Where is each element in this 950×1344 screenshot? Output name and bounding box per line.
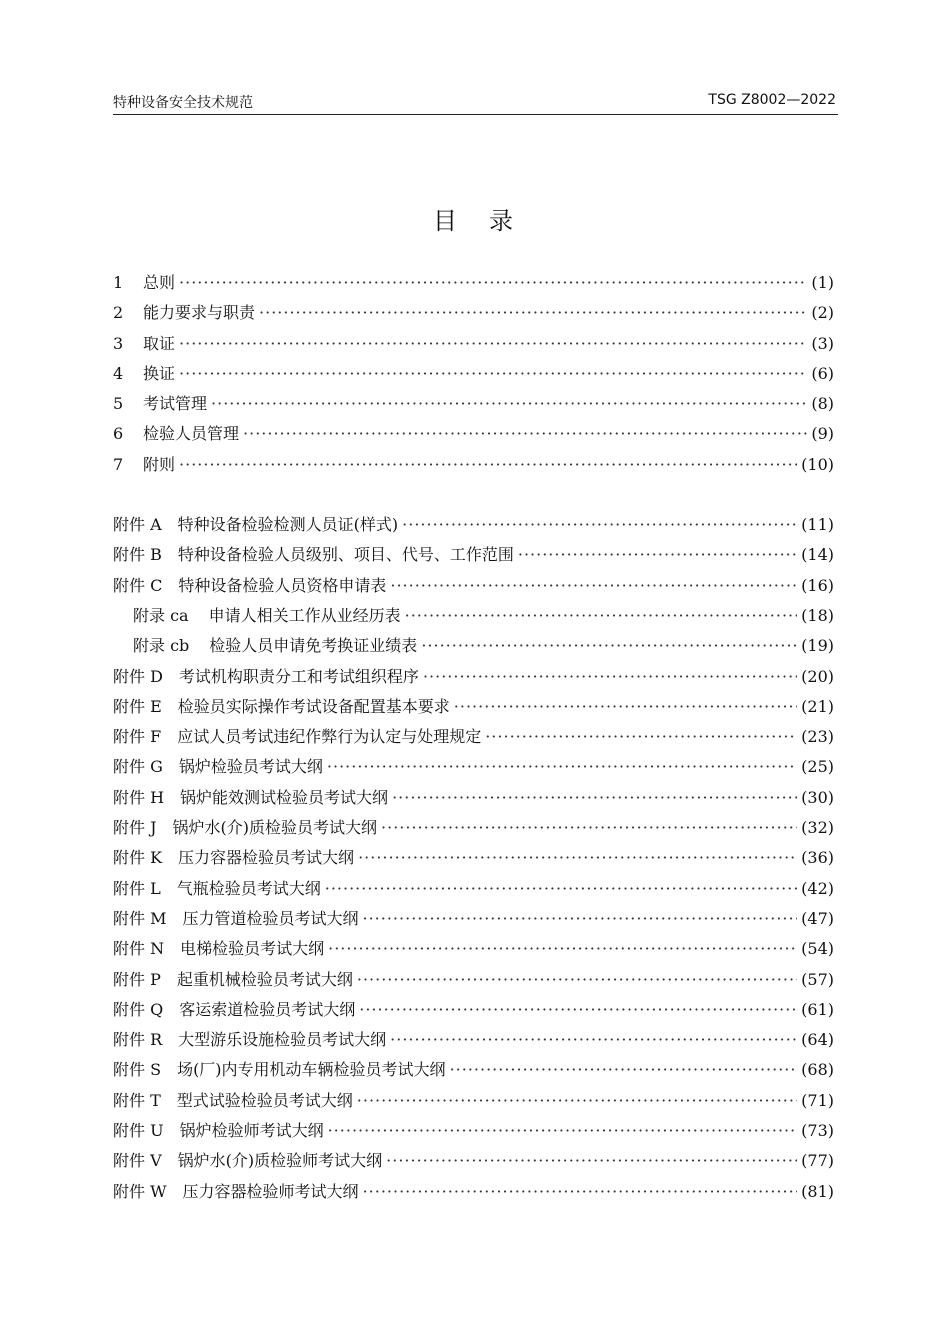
page-title: 目 录 [433,207,517,235]
dot-leader [325,874,797,904]
toc-entry-page: (61) [801,999,834,1019]
toc-entry-number: 附件 S [113,1060,162,1080]
toc-entry-number: 附件 U [113,1121,164,1141]
toc-entry-label: 压力容器检验师考试大纲 [182,1181,359,1201]
toc-entry[interactable] [113,329,834,359]
toc-appendix-entry[interactable] [113,783,834,813]
toc-entry-label: 换证 [143,363,176,383]
toc-entry-label: 考试机构职责分工和考试组织程序 [178,666,419,686]
toc-entry-page: (32) [801,818,834,838]
toc-entry-page: (3) [811,333,834,353]
toc-entry-page: (21) [801,696,834,716]
toc-entry-number: 2 [113,303,124,323]
toc-entry-page: (6) [811,363,834,383]
toc-appendix-entry[interactable] [113,965,834,995]
dot-leader [405,601,798,631]
dot-leader [485,722,797,752]
toc-entry-page: (20) [801,666,834,686]
toc-entry-number: 6 [113,424,124,444]
toc-appendix-entry[interactable] [113,692,834,722]
toc-entry-page: (19) [801,636,834,656]
toc-entry-number: 附件 C [113,575,163,595]
toc-entry[interactable] [113,450,834,480]
toc-entry-label: 检验人员管理 [143,424,240,444]
toc-entry-number: 3 [113,333,124,353]
toc-sub-entry[interactable] [113,631,834,661]
toc-entry-page: (77) [801,1151,834,1171]
toc-entry-label: 压力容器检验员考试大纲 [178,848,355,868]
toc-entry[interactable] [113,359,834,389]
dot-leader [386,1146,797,1176]
toc-entry-number: 附件 H [113,787,165,807]
toc-entry-label: 电梯检验员考试大纲 [180,939,325,959]
toc-entry-number: 附录 cb [133,636,190,656]
toc-entry-page: (14) [801,545,834,565]
dot-leader [381,813,797,843]
dot-leader [358,843,797,873]
dot-leader [211,389,807,419]
toc-entry-number: 附件 T [113,1090,161,1110]
toc-appendix-entry[interactable] [113,1177,834,1207]
toc-entry-number: 7 [113,454,124,474]
dot-leader [328,934,797,964]
toc-entry-page: (18) [801,605,834,625]
toc-entry-label: 检验员实际操作考试设备配置基本要求 [177,696,450,716]
toc-entry-label: 客运索道检验员考试大纲 [179,999,356,1019]
toc-appendix-entry[interactable] [113,874,834,904]
toc-entry-page: (8) [811,394,834,414]
toc-appendix-entry[interactable] [113,1086,834,1116]
header-document-series: 特种设备安全技术规范 [113,95,253,111]
toc-entry-page: (25) [801,757,834,777]
toc-entry-label: 压力管道检验员考试大纲 [182,908,359,928]
toc-entry-number: 附件 G [113,757,163,777]
toc-entry-number: 附件 W [113,1181,167,1201]
toc-entry-label: 能力要求与职责 [143,303,256,323]
dot-leader [243,419,807,449]
toc-entry-number: 附件 V [113,1151,162,1171]
toc-entry-label: 总则 [143,273,176,292]
toc-entry-label: 锅炉检验师考试大纲 [179,1121,324,1141]
toc-entry-page: (57) [801,969,834,989]
toc-entry-label: 应试人员考试违纪作弊行为认定与处理规定 [177,727,482,747]
toc-appendix-entry[interactable] [113,722,834,752]
toc-appendix-entry[interactable] [113,752,834,782]
toc-entry-page: (11) [801,515,834,535]
dot-leader [450,1055,798,1085]
dot-leader [179,329,807,359]
toc-entry-page: (9) [811,424,834,444]
toc-entry[interactable] [113,419,834,449]
toc-entry-number: 附件 D [113,666,163,686]
toc-entry-number: 4 [113,363,124,383]
toc-entry-number: 附件 J [113,818,157,838]
dot-leader [357,1086,797,1116]
toc-appendix-entry[interactable] [113,813,834,843]
dot-leader [518,540,797,570]
table-of-contents [113,268,834,1207]
toc-entry-label: 附则 [143,454,176,474]
toc-entry-label: 申请人相关工作从业经历表 [208,605,401,625]
toc-entry-number: 附件 F [113,727,162,747]
toc-entry-page: (71) [801,1090,834,1110]
toc-entry-page: (42) [801,878,834,898]
dot-leader [359,995,797,1025]
dot-leader [454,692,797,722]
toc-entry-page: (2) [811,303,834,323]
toc-entry-label: 检验人员申请免考换证业绩表 [209,636,418,656]
toc-entry-label: 锅炉检验员考试大纲 [178,757,323,777]
dot-leader [179,359,807,389]
toc-entry-label: 大型游乐设施检验员考试大纲 [178,1030,387,1050]
toc-entry-label: 锅炉能效测试检验员考试大纲 [180,787,389,807]
toc-entry-page: (68) [801,1060,834,1080]
dot-leader [179,268,807,298]
toc-entry-page: (73) [801,1121,834,1141]
toc-entry-page: (30) [801,787,834,807]
toc-entry-number: 附件 A [113,515,162,535]
toc-entry-page: (1) [811,273,834,292]
toc-entry-label: 特种设备检验人员级别、项目、代号、工作范围 [177,545,514,565]
toc-appendix-entry[interactable] [113,662,834,692]
toc-entry-label: 气瓶检验员考试大纲 [176,878,321,898]
toc-entry-page: (47) [801,908,834,928]
toc-appendix-entry[interactable] [113,843,834,873]
toc-entry-page: (10) [801,454,834,474]
toc-entry-number: 5 [113,394,124,414]
toc-entry-page: (23) [801,727,834,747]
toc-entry-label: 锅炉水(介)质检验员考试大纲 [172,818,378,838]
dot-leader [392,783,797,813]
toc-appendix-entry[interactable] [113,995,834,1025]
toc-entry[interactable] [113,389,834,419]
header-document-code: TSG Z8002—2022 [708,92,836,108]
toc-entry-label: 锅炉水(介)质检验师考试大纲 [177,1151,383,1171]
toc-entry-label: 特种设备检验人员资格申请表 [178,575,387,595]
running-header [113,92,838,115]
dot-leader [363,1177,798,1207]
toc-appendix-entry[interactable] [113,1146,834,1176]
toc-appendix-entry[interactable] [113,510,834,540]
toc-entry-label: 场(厂)内专用机动车辆检验员考试大纲 [177,1060,446,1080]
toc-entry-number: 附件 K [113,848,163,868]
toc-entry-label: 取证 [143,333,176,353]
dot-leader [390,1025,797,1055]
toc-appendix-entry[interactable] [113,1025,834,1055]
toc-entry-label: 型式试验检验员考试大纲 [176,1090,353,1110]
toc-entry-label: 起重机械检验员考试大纲 [176,969,353,989]
dot-leader [421,631,797,661]
toc-appendix-entry[interactable] [113,571,834,601]
toc-entry[interactable] [113,268,834,298]
toc-entry-number: 附件 R [113,1030,163,1050]
toc-entry-number: 1 [113,273,124,292]
dot-leader [327,752,797,782]
dot-leader [357,965,797,995]
toc-entry-label: 特种设备检验检测人员证(样式) [177,515,399,535]
toc-entry-number: 附件 Q [113,999,164,1019]
toc-entry-label: 考试管理 [143,394,208,414]
dot-leader [259,298,807,328]
toc-entry-number: 附件 L [113,878,161,898]
toc-entry[interactable] [113,298,834,328]
toc-entry-page: (81) [801,1181,834,1201]
toc-appendix-entry[interactable] [113,1116,834,1146]
toc-sub-entry[interactable] [113,601,834,631]
toc-entry-page: (16) [801,575,834,595]
toc-entry-number: 附件 P [113,969,161,989]
toc-appendix-entry[interactable] [113,1055,834,1085]
toc-appendix-entry[interactable] [113,934,834,964]
toc-entry-page: (36) [801,848,834,868]
toc-appendix-entry[interactable] [113,904,834,934]
dot-leader [179,450,797,480]
dot-leader [363,904,798,934]
toc-entry-page: (54) [801,939,834,959]
toc-entry-number: 附件 B [113,545,162,565]
toc-entry-page: (64) [801,1030,834,1050]
dot-leader [390,571,797,601]
dot-leader [328,1116,798,1146]
toc-entry-number: 附录 ca [133,605,189,625]
toc-entry-number: 附件 M [113,908,167,928]
toc-entry-number: 附件 E [113,696,162,716]
toc-appendix-entry[interactable] [113,540,834,570]
dot-leader [423,662,797,692]
toc-entry-number: 附件 N [113,939,165,959]
dot-leader [402,510,797,540]
